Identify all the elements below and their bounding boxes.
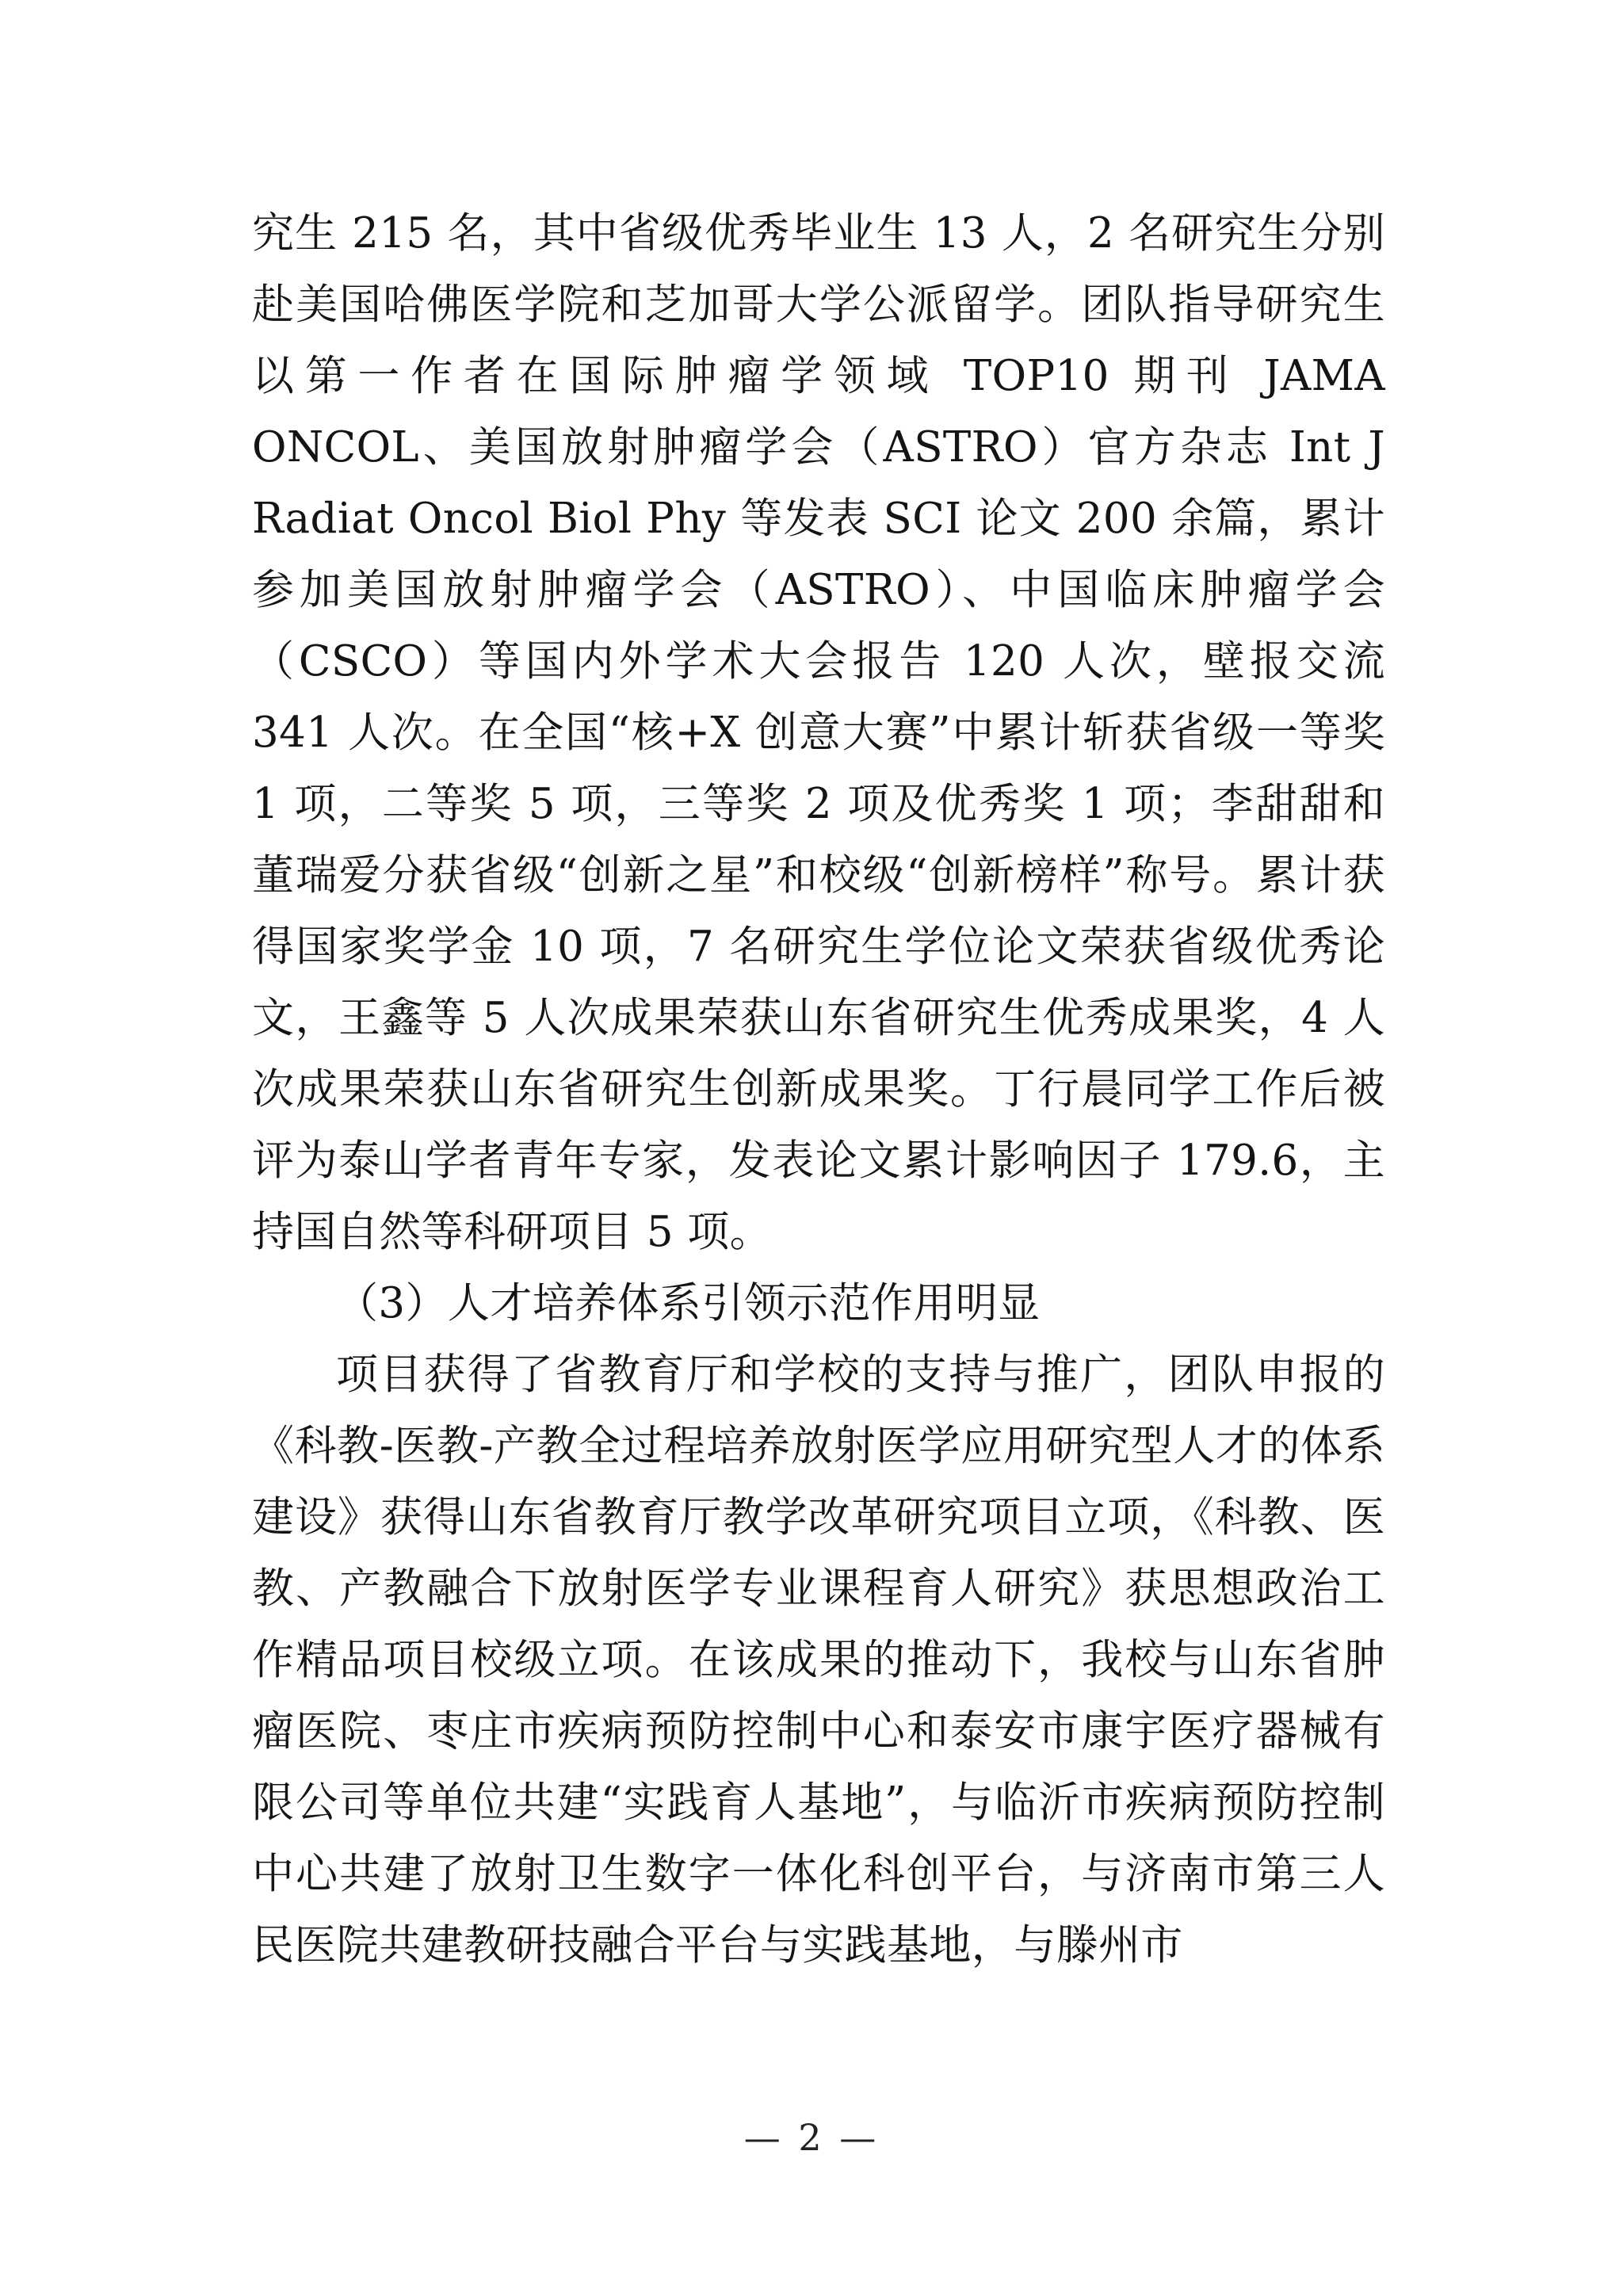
paragraph-continued: 究生 215 名，其中省级优秀毕业生 13 人，2 名研究生分别赴美国哈佛医学院和芝加哥大学公派留学。团队指导研究生以第一作者在国际肿瘤学领域 TOP10 期刊 JAMA ONCOL、美国放射肿瘤学会（ASTRO）官方杂志 Int J Radiat Oncol Biol Phy 等发表 SCI 论文 200 余篇，累计参加美国放射肿瘤学会（ASTRO）、中国临床肿瘤学会（CSCO）等国内外学术大会报告 120 人次，壁报交流 341 人次。在全国“核+X 创意大赛”中累计斩获省级一等奖 1 项，二等奖 5 项，三等奖 2 项及优秀奖 1 项；李甜甜和董瑞爱分获省级“创新之星”和校级“创新榜样”称号。累计获得国家奖学金 10 项，7 名研究生学位论文荣获省级优秀论文，王鑫等 5 人次成果荣获山东省研究生优秀成果奖，4 人次成果荣获山东省研究生创新成果奖。丁行晨同学工作后被评为泰山学者青年专家，发表论文累计影响因子 179.6，主持国自然等科研项目 5 项。 (252, 209, 1385, 1256)
section-heading-3: （3）人才培养体系引领示范作用明显 (336, 1279, 1041, 1328)
paragraph-talent-system: 项目获得了省教育厅和学校的支持与推广，团队申报的《科教-医教-产教全过程培养放射医学应用研究型人才的体系建设》获得山东省教育厅教学改革研究项目立项，《科教、医教、产教融合下放射医学专业课程育人研究》获思想政治工作精品项目校级立项。在该成果的推动下，我校与山东省肿瘤医院、枣庄市疾病预防控制中心和泰安市康宇医疗器械有限公司等单位共建“实践育人基地”，与临沂市疾病预防控制中心共建了放射卫生数字一体化科创平台，与济南市第三人民医院共建教研技融合平台与实践基地，与滕州市 (252, 1350, 1385, 1969)
page-content (252, 198, 1385, 1981)
page-number: — 2 — (743, 2116, 880, 2159)
